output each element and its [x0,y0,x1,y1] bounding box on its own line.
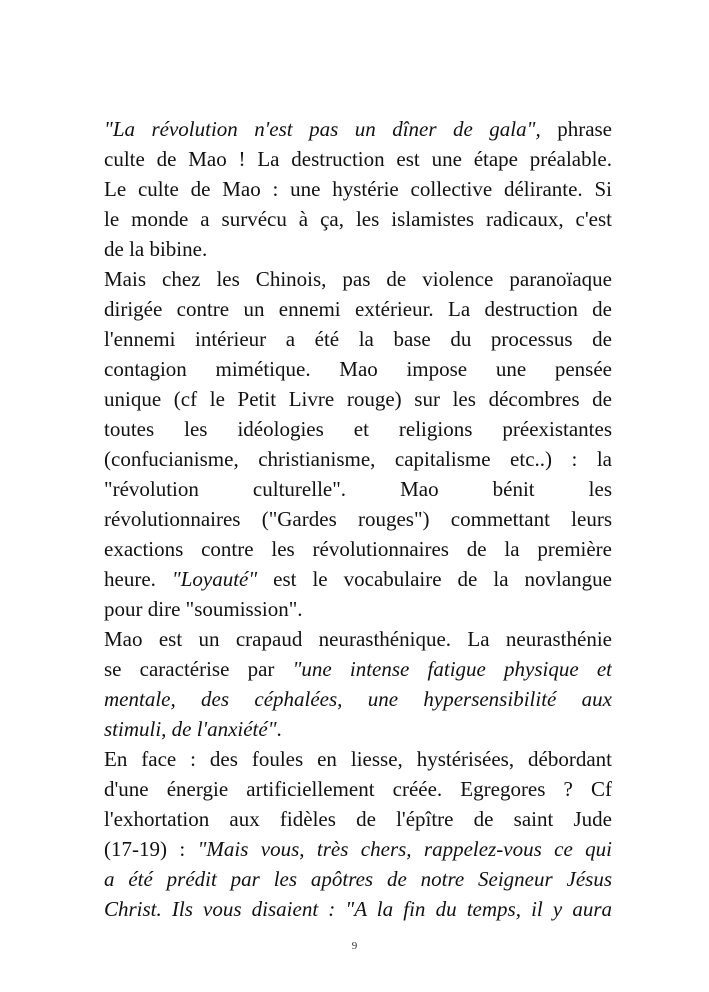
text-line [104,444,612,474]
body-text [104,114,612,924]
text-segment: Mais chez les Chinois, pas de violence paranoïaque [104,267,612,291]
text-line [104,204,612,234]
text-line [104,564,612,594]
text-segment: phrase [540,117,612,141]
text-line [104,774,612,804]
text-line [104,594,612,624]
text-segment: l'ennemi intérieur a été la base du processus de [104,327,612,351]
text-line [104,504,612,534]
text-segment: l'exhortation aux fidèles de l'épître de saint Jude [104,807,612,831]
text-segment: exactions contre les révolutionnaires de la première [104,537,612,561]
text-segment: d'une énergie artificiellement créée. Egregores ? Cf [104,777,612,801]
text-line [104,744,612,774]
text-line [104,294,612,324]
text-segment: dirigée contre un ennemi extérieur. La destruction de [104,297,612,321]
text-segment: se caractérise par [104,657,293,681]
italic-quote-segment: "Mais vous, très chers, rappelez-vous ce qui [197,837,612,861]
text-line [104,714,612,744]
page-number: 9 [351,940,358,952]
text-segment: heure. [104,567,172,591]
text-segment: Le culte de Mao : une hystérie collective délirante. Si [104,177,612,201]
text-segment: "révolution culturelle". Mao bénit les [104,477,612,501]
text-line [104,474,612,504]
text-segment: Mao est un crapaud neurasthénique. La neurasthénie [104,627,612,651]
italic-quote-segment: "Loyauté" [171,567,258,591]
text-line [104,324,612,354]
text-segment: le monde a survécu à ça, les islamistes radicaux, c'est [104,207,612,231]
text-line [104,534,612,564]
text-line [104,804,612,834]
text-line [104,234,612,264]
text-line [104,654,612,684]
text-segment: unique (cf le Petit Livre rouge) sur les décombres de [104,387,612,411]
text-segment: (confucianisme, christianisme, capitalisme etc..) : la [104,447,612,471]
text-segment: culte de Mao ! La destruction est une étape préalable. [104,147,612,171]
text-segment: pour dire "soumission". [104,597,303,621]
text-segment: En face : des foules en liesse, hystérisées, débordant [104,747,612,771]
text-segment: (17-19) : [104,837,198,861]
text-segment: de la bibine. [104,237,208,261]
text-line [104,264,612,294]
text-line [104,414,612,444]
text-segment: toutes les idéologies et religions préexistantes [104,417,612,441]
text-line [104,624,612,654]
text-segment: contagion mimétique. Mao impose une pensée [104,357,612,381]
italic-quote-segment: "une intense fatigue physique et [292,657,612,681]
text-line [104,864,612,894]
text-line [104,384,612,414]
text-line [104,114,612,144]
text-line [104,684,612,714]
italic-quote-segment: stimuli, de l'anxiété" [104,717,277,741]
text-segment: révolutionnaires ("Gardes rouges") commettant leurs [104,507,612,531]
text-line [104,894,612,924]
text-line [104,354,612,384]
text-segment: est le vocabulaire de la novlangue [257,567,612,591]
italic-quote-segment: "La révolution n'est pas un dîner de gala", [104,117,541,141]
italic-quote-segment: a été prédit par les apôtres de notre Seigneur Jésus [104,867,612,891]
text-line [104,144,612,174]
text-line [104,174,612,204]
text-segment: . [276,717,282,741]
italic-quote-segment: Christ. Ils vous disaient : "A la fin du temps, il y aura [104,897,612,921]
text-line [104,834,612,864]
italic-quote-segment: mentale, des céphalées, une hypersensibilité aux [104,687,612,711]
